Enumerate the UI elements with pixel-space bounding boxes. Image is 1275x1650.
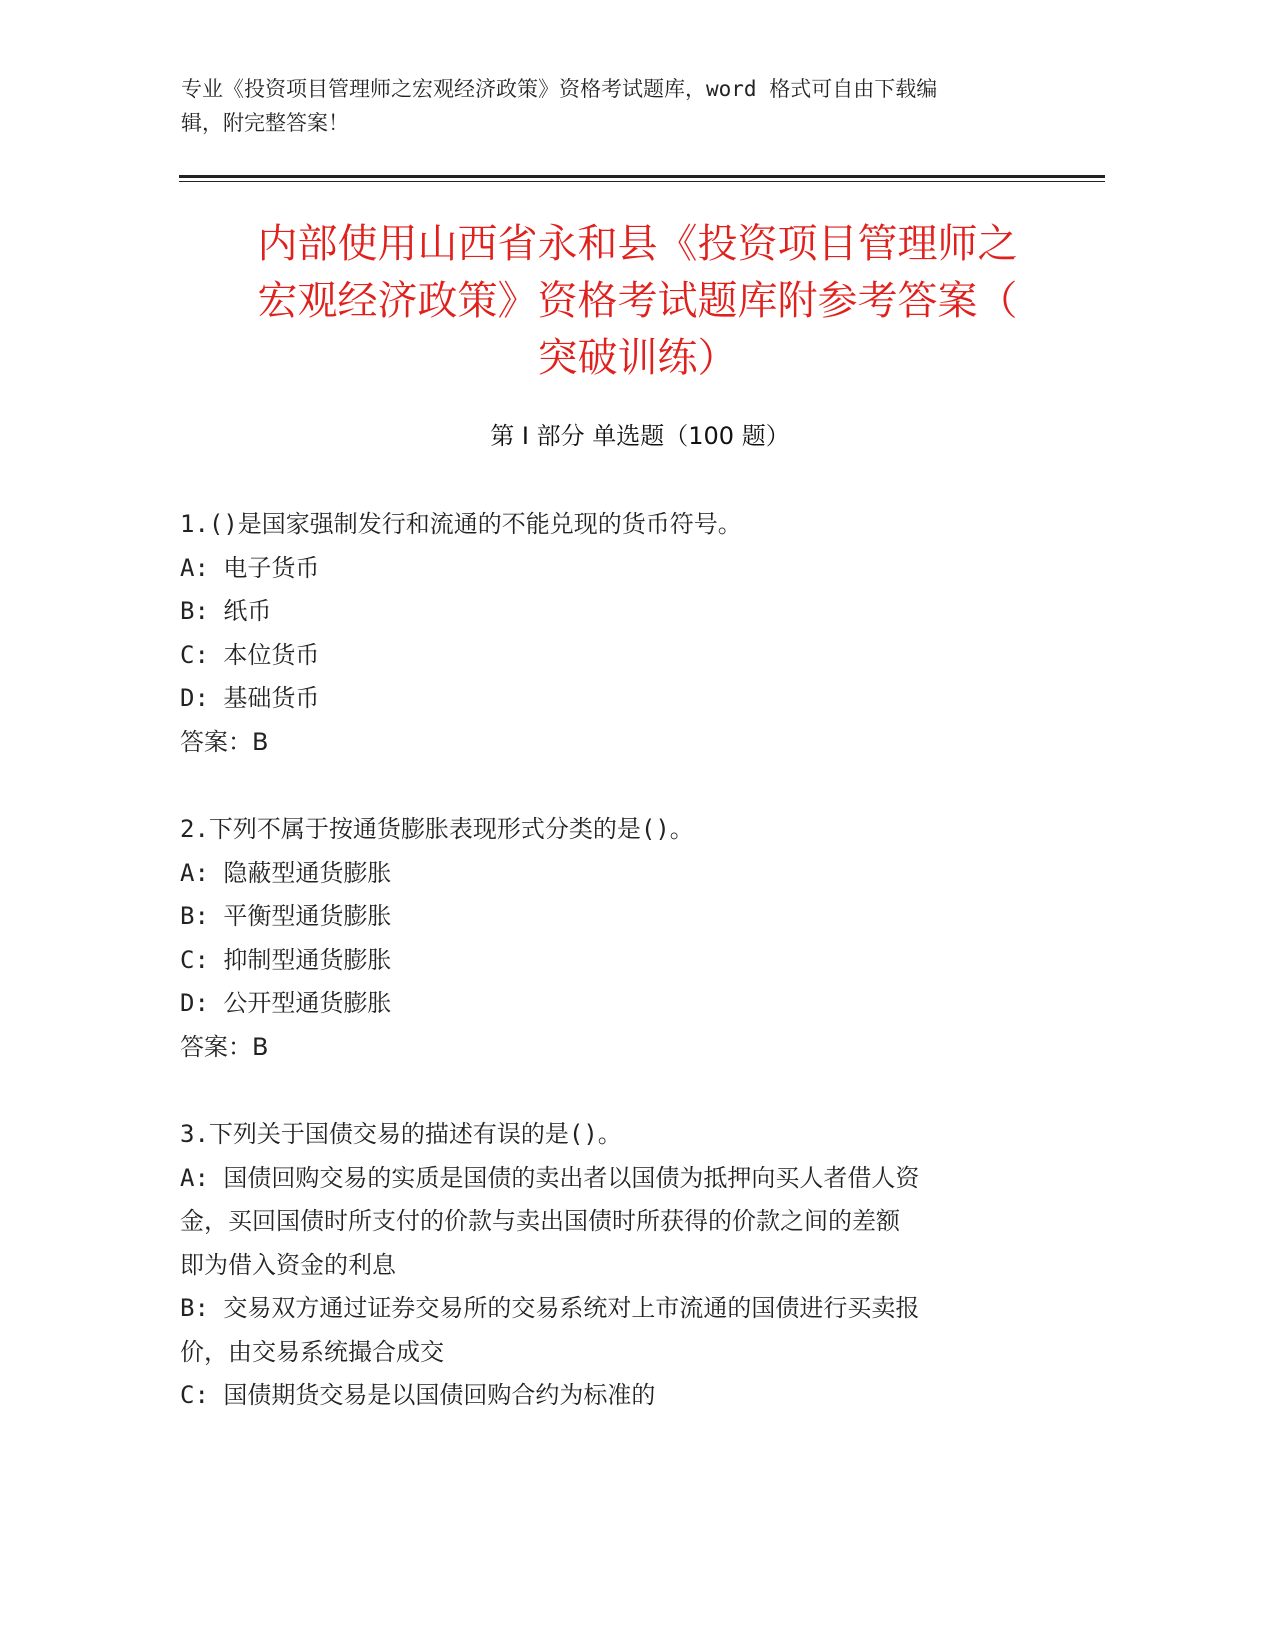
question-item	[180, 808, 1040, 1069]
option-line: A: 国债回购交易的实质是国债的卖出者以国债为抵押向买人者借人资	[180, 1163, 920, 1192]
question-stem: 1.()是国家强制发行和流通的不能兑现的货币符号。	[180, 510, 742, 538]
option-c: C: 本位货币	[180, 640, 320, 669]
option-b	[180, 1287, 1040, 1374]
option-line: 价，由交易系统撮合成交	[180, 1337, 444, 1366]
option-a	[180, 1157, 1040, 1288]
option-d: D: 公开型通货膨胀	[180, 989, 392, 1017]
option-b: B: 平衡型通货膨胀	[180, 902, 392, 930]
question-stem: 2.下列不属于按通货膨胀表现形式分类的是()。	[180, 815, 694, 843]
question-list	[180, 503, 1040, 1462]
question-stem: 3.下列关于国债交易的描述有误的是()。	[180, 1120, 622, 1148]
header-note-line: 辑，附完整答案！	[181, 111, 349, 135]
answer-text: 答案：B	[180, 1032, 269, 1061]
question-item	[180, 503, 1040, 764]
header-rule-thin	[179, 181, 1105, 182]
option-c	[180, 1374, 1040, 1418]
option-a: A: 电子货币	[180, 553, 320, 582]
option-d: D: 基础货币	[180, 684, 320, 712]
option-line: B: 交易双方通过证券交易所的交易系统对上市流通的国债进行买卖报	[180, 1294, 920, 1322]
answer-text: 答案：B	[180, 727, 269, 756]
title-line: 内部使用山西省永和县《投资项目管理师之	[257, 221, 1018, 267]
option-b: B: 纸币	[180, 597, 272, 625]
header-note	[181, 72, 1041, 140]
title-line: 突破训练）	[537, 335, 738, 381]
header-rule	[179, 175, 1105, 178]
document-title	[185, 216, 1090, 387]
title-line: 宏观经济政策》资格考试题库附参考答案（	[257, 278, 1018, 324]
option-c: C: 抑制型通货膨胀	[180, 945, 392, 974]
section-heading: 第 I 部分 单选题（100 题）	[490, 422, 790, 450]
option-line: 金，买回国债时所支付的价款与卖出国债时所获得的价款之间的差额	[180, 1207, 900, 1235]
header-note-line: 专业《投资项目管理师之宏观经济政策》资格考试题库，word 格式可自由下载编	[181, 77, 938, 101]
option-line: 即为借入资金的利息	[180, 1250, 396, 1279]
option-a: A: 隐蔽型通货膨胀	[180, 858, 392, 887]
question-item	[180, 1113, 1040, 1418]
option-line: C: 国债期货交易是以国债回购合约为标准的	[180, 1381, 656, 1409]
